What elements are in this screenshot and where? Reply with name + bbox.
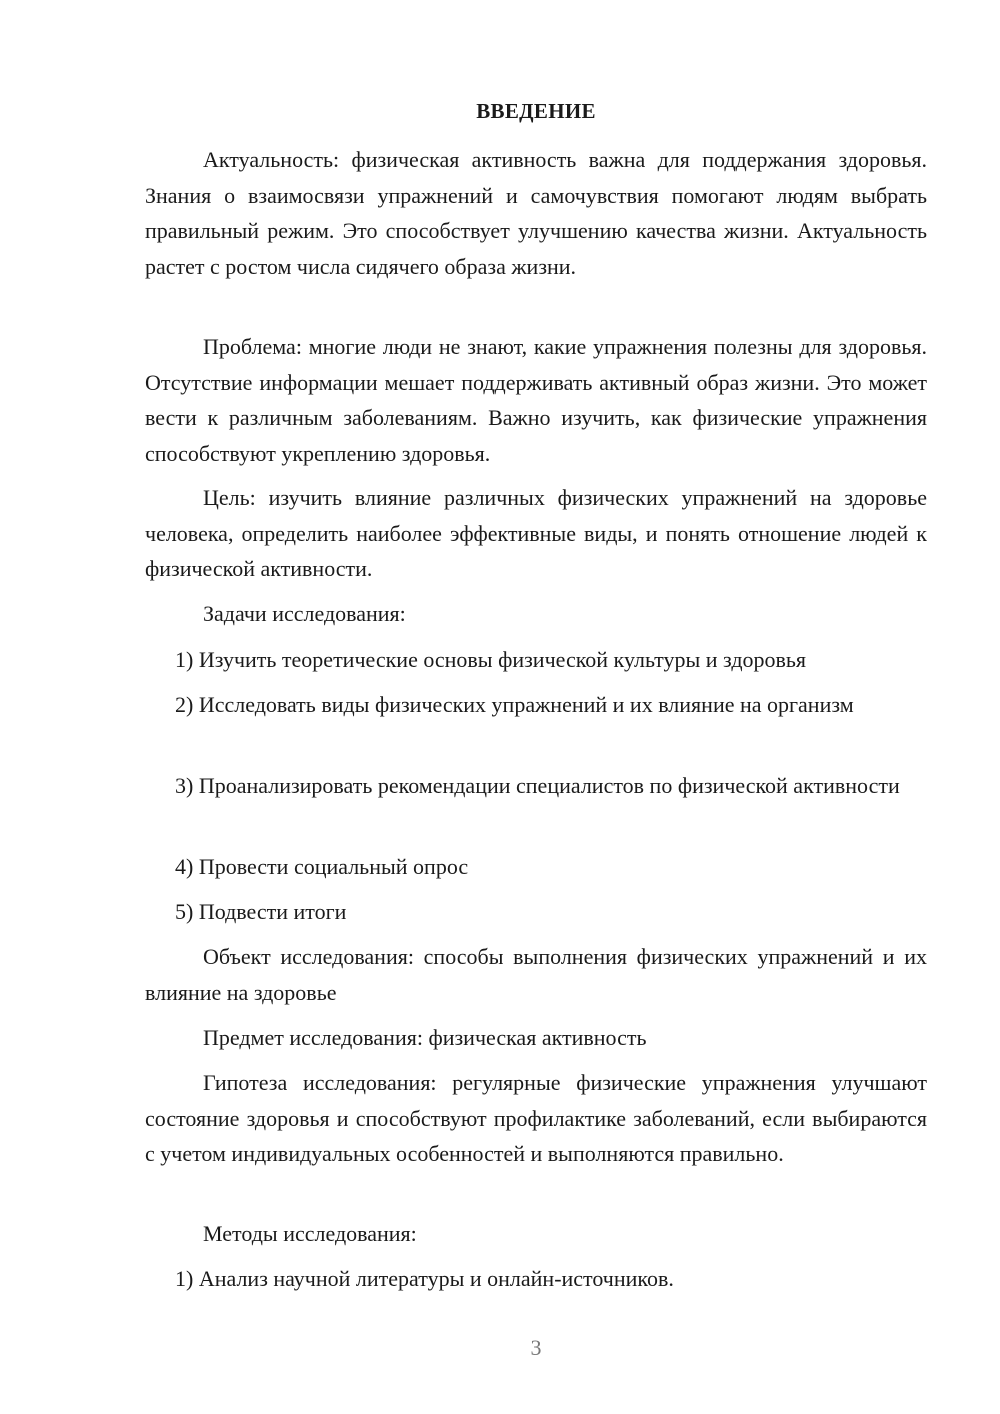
- object-paragraph: Объект исследования: способы выполнения физических упражнений и их влияние на здоровье: [145, 944, 927, 1005]
- hypothesis-paragraph: Гипотеза исследования: регулярные физические упражнения улучшают состояние здоровья и способствуют профилактике заболеваний, если выбираются с учетом индивидуальных особенностей и выполняются правильно.: [145, 1070, 927, 1166]
- task-item-5: 5) Подвести итоги: [175, 899, 347, 924]
- subject-paragraph: Предмет исследования: физическая активность: [203, 1025, 647, 1050]
- task-item-4: 4) Провести социальный опрос: [175, 854, 469, 879]
- goal-paragraph: Цель: изучить влияние различных физических упражнений на здоровье человека, определить наиболее эффективные виды, и понять отношение людей к физической активности.: [145, 485, 927, 581]
- task-item-1: 1) Изучить теоретические основы физической культуры и здоровья: [175, 647, 807, 672]
- task-item-2: 2) Исследовать виды физических упражнений и их влияние на организм: [175, 692, 854, 717]
- problem-paragraph: Проблема: многие люди не знают, какие упражнения полезны для здоровья. Отсутствие информации мешает поддерживать активный образ жизни. Это может вести к различным заболеваниям. Важно изучить, как физические упражнения способствуют укреплению здоровья.: [145, 334, 927, 466]
- method-item-1: 1) Анализ научной литературы и онлайн-источников.: [175, 1266, 674, 1291]
- methods-heading: Методы исследования:: [203, 1221, 417, 1246]
- task-item-3: 3) Проанализировать рекомендации специалистов по физической активности: [175, 773, 900, 798]
- page-number: 3: [530, 1335, 542, 1360]
- section-heading: ВВЕДЕНИЕ: [476, 99, 596, 123]
- relevance-paragraph: Актуальность: физическая активность важна для поддержания здоровья. Знания о взаимосвязи упражнений и самочувствия помогают людям выбрать правильный режим. Это способствует улучшению качества жизни. Актуальность растет с ростом числа сидячего образа жизни.: [145, 147, 927, 279]
- tasks-heading: Задачи исследования:: [203, 601, 406, 626]
